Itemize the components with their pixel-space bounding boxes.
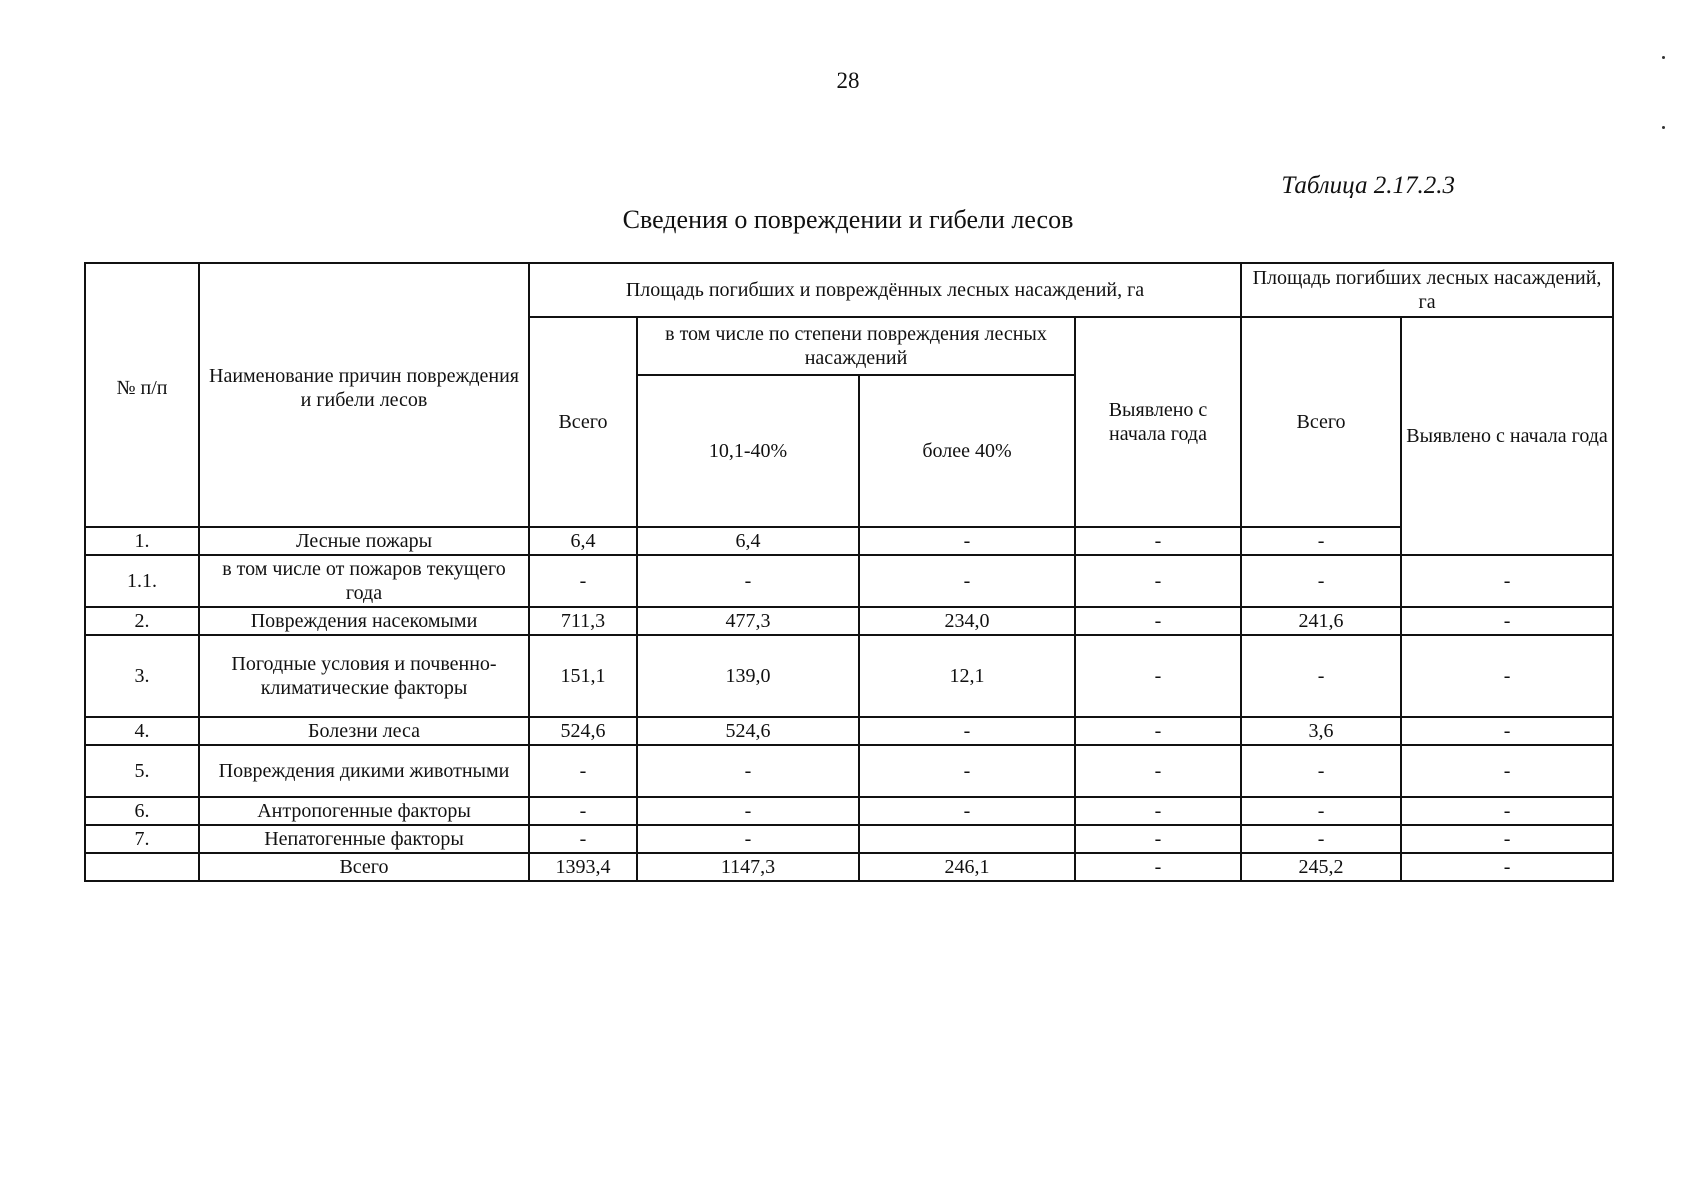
row-degree-low: - (637, 555, 859, 607)
row-degree-low: 477,3 (637, 607, 859, 635)
row-dead-total: - (1241, 745, 1401, 797)
row-degree-high (859, 825, 1075, 853)
table-row (85, 745, 1613, 797)
row-name: Всего (199, 853, 529, 881)
forest-damage-table (84, 262, 1614, 882)
row-dead-total: - (1241, 825, 1401, 853)
row-dead-total: - (1241, 797, 1401, 825)
row-degree-high: 12,1 (859, 635, 1075, 717)
scan-artifact-dot (1662, 126, 1665, 129)
table-row (85, 607, 1613, 635)
row-name: Повреждения насекомыми (199, 607, 529, 635)
row-degree-high: - (859, 555, 1075, 607)
row-total: 6,4 (529, 527, 637, 555)
row-degree-high: - (859, 797, 1075, 825)
header-degree-high: более 40% (859, 375, 1075, 527)
page-number: 28 (836, 68, 860, 93)
row-dead-total: - (1241, 527, 1401, 555)
row-detected: - (1075, 853, 1241, 881)
header-degree-low: 10,1-40% (637, 375, 859, 527)
row-degree-low: - (637, 745, 859, 797)
row-total: 524,6 (529, 717, 637, 745)
row-num: 6. (85, 797, 199, 825)
row-degree-low: - (637, 825, 859, 853)
row-degree-high: - (859, 717, 1075, 745)
table-row (85, 635, 1613, 717)
row-degree-high: - (859, 527, 1075, 555)
row-num: 2. (85, 607, 199, 635)
row-dead-detected: - (1401, 853, 1613, 881)
row-dead-detected: - (1401, 745, 1613, 797)
table-row (85, 527, 1613, 555)
row-total: 151,1 (529, 635, 637, 717)
row-name: в том числе от пожаров текущего года (199, 555, 529, 607)
header-dead-total: Всего (1241, 317, 1401, 527)
row-detected: - (1075, 607, 1241, 635)
row-num: 1. (85, 527, 199, 555)
row-total: 711,3 (529, 607, 637, 635)
row-total: - (529, 797, 637, 825)
row-dead-total: - (1241, 555, 1401, 607)
table-row (85, 717, 1613, 745)
header-num: № п/п (85, 263, 199, 527)
row-dead-detected: - (1401, 555, 1613, 607)
row-degree-low: 524,6 (637, 717, 859, 745)
row-num: 5. (85, 745, 199, 797)
row-name: Болезни леса (199, 717, 529, 745)
row-dead-detected: - (1401, 717, 1613, 745)
row-num: 4. (85, 717, 199, 745)
row-total: - (529, 555, 637, 607)
row-degree-high: - (859, 745, 1075, 797)
row-detected: - (1075, 745, 1241, 797)
row-total: - (529, 745, 637, 797)
table-total-row (85, 853, 1613, 881)
row-dead-detected: - (1401, 797, 1613, 825)
row-detected: - (1075, 825, 1241, 853)
header-dead-detected: Выявлено с начала года (1401, 317, 1613, 555)
row-dead-total: 245,2 (1241, 853, 1401, 881)
row-num: 1.1. (85, 555, 199, 607)
header-group-dead: Площадь погибших лесных насаждений, га (1241, 263, 1613, 317)
header-detected: Выявлено с начала года (1075, 317, 1241, 527)
row-degree-low: 6,4 (637, 527, 859, 555)
row-dead-total: 3,6 (1241, 717, 1401, 745)
row-num: 3. (85, 635, 199, 717)
row-name: Непатогенные факторы (199, 825, 529, 853)
row-num: 7. (85, 825, 199, 853)
row-detected: - (1075, 527, 1241, 555)
row-name: Погодные условия и почвенно-климатические факторы (199, 635, 529, 717)
row-total: 1393,4 (529, 853, 637, 881)
header-cause-name: Наименование причин повреждения и гибели лесов (199, 263, 529, 527)
table-row (85, 825, 1613, 853)
row-dead-detected: - (1401, 607, 1613, 635)
row-degree-low: 1147,3 (637, 853, 859, 881)
row-dead-detected: - (1401, 825, 1613, 853)
document-title: Сведения о повреждении и гибели лесов (622, 205, 1074, 234)
row-degree-high: 246,1 (859, 853, 1075, 881)
row-detected: - (1075, 635, 1241, 717)
header-group-damaged: Площадь погибших и повреждённых лесных насаждений, га (529, 263, 1241, 317)
row-dead-detected: - (1401, 635, 1613, 717)
table-reference: Таблица 2.17.2.3 (1281, 172, 1455, 199)
header-row-1 (85, 263, 1613, 317)
row-degree-high: 234,0 (859, 607, 1075, 635)
row-detected: - (1075, 555, 1241, 607)
row-dead-total: 241,6 (1241, 607, 1401, 635)
row-degree-low: - (637, 797, 859, 825)
row-detected: - (1075, 717, 1241, 745)
row-name: Антропогенные факторы (199, 797, 529, 825)
row-degree-low: 139,0 (637, 635, 859, 717)
header-total: Всего (529, 317, 637, 527)
scan-artifact-dot (1662, 56, 1665, 59)
row-detected: - (1075, 797, 1241, 825)
header-by-degree: в том числе по степени повреждения лесных насаждений (637, 317, 1075, 375)
row-name: Лесные пожары (199, 527, 529, 555)
row-dead-total: - (1241, 635, 1401, 717)
table-row (85, 797, 1613, 825)
row-name: Повреждения дикими животными (199, 745, 529, 797)
row-total: - (529, 825, 637, 853)
table-row (85, 555, 1613, 607)
row-num (85, 853, 199, 881)
